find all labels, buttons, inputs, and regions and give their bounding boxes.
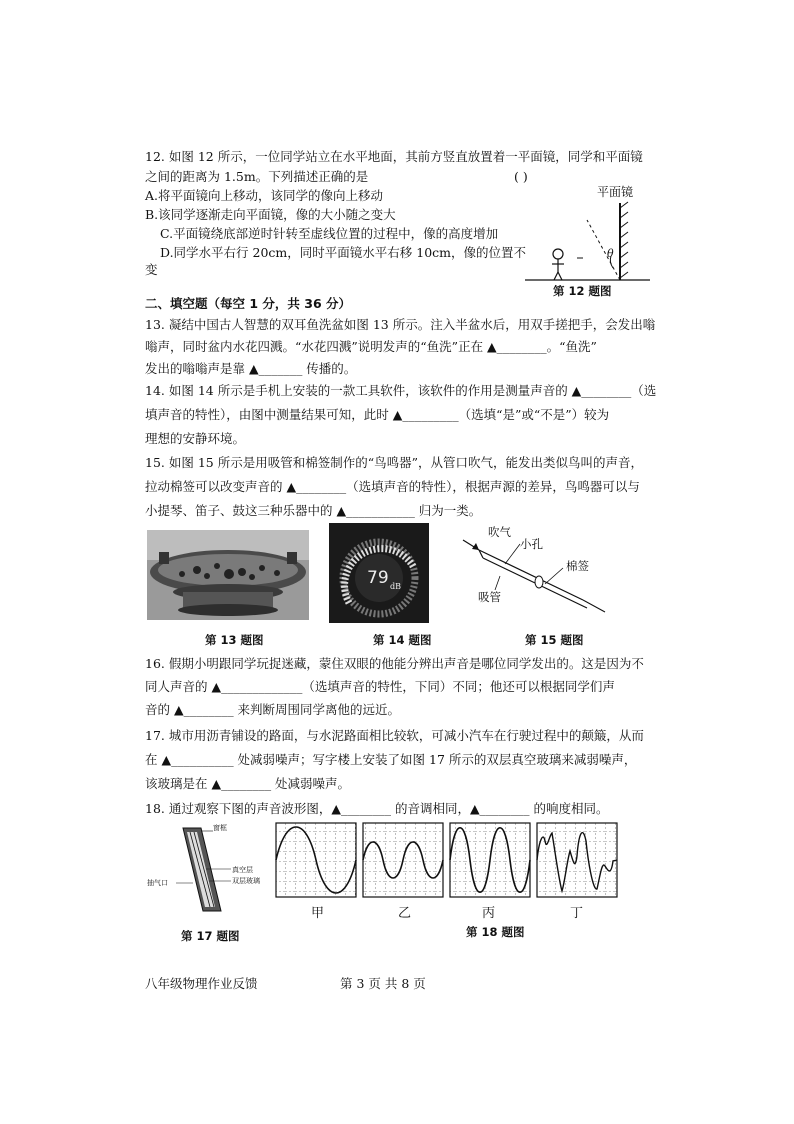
fig18-label-yi: 乙 [398, 906, 412, 921]
fig15-blow-label: 吹气 [488, 525, 511, 539]
q14-line2: 填声音的特性），由图中测量结果可知，此时 ▲_________（选填“是”或“不是”）较为 [145, 407, 610, 422]
fig14-reading: 79 [367, 568, 389, 588]
fig15-hole-label: 小孔 [520, 537, 543, 551]
fig17-label-vacuum: 真空层 [232, 866, 253, 874]
q13-line2: 嗡声，同时盆内水花四溅。“水花四溅”说明发声的“鱼洗”正在 ▲________。“鱼洗” [145, 339, 597, 354]
fig17-label-glass: 双层玻璃 [232, 877, 260, 885]
fig13-caption: 第 13 题图 [205, 633, 264, 647]
q15-line2: 拉动棉签可以改变声音的 ▲________（选填声音的特性），根据声源的差异，鸟鸣器可以与 [145, 479, 640, 494]
q12-option-c: C.平面镜绕底部逆时针转至虚线位置的过程中，像的高度增加 [160, 226, 499, 241]
fig15-caption: 第 15 题图 [525, 633, 584, 647]
q12-option-b: B.该同学逐渐走向平面镜，像的大小随之变大 [145, 207, 396, 222]
fig14-caption: 第 14 题图 [373, 633, 432, 647]
footer-page-number: 第 3 页 共 8 页 [340, 976, 426, 991]
fig12-theta-label: θ [607, 247, 614, 260]
q16-line2: 同人声音的 ▲_____________（选填声音的特性，下同）不同；他还可以根据同学们声 [145, 679, 615, 694]
fig17-label-frame: 窗框 [213, 824, 227, 832]
fig12-mirror-label: 平面镜 [597, 185, 634, 199]
q13-line1: 13. 凝结中国古人智慧的双耳鱼洗盆如图 13 所示。注入半盆水后，用双手搓把手，会发出嗡 [145, 317, 656, 332]
fig15-straw-label: 吸管 [478, 590, 501, 604]
fig12-caption: 第 12 题图 [553, 284, 612, 298]
q12-line1: 12. 如图 12 所示，一位同学站立在水平地面，其前方竖直放置着一平面镜，同学和平面镜 [145, 149, 643, 164]
fig18-waveforms [275, 821, 620, 901]
fig18-label-bing: 丙 [482, 906, 496, 921]
fig18-label-jia: 甲 [311, 906, 325, 921]
wave-bing-panel [450, 823, 530, 897]
fig15-swab-label: 棉签 [566, 559, 589, 573]
wave-yi-panel [363, 823, 443, 897]
q13-line3: 发出的嗡嗡声是靠 ▲_______ 传播的。 [145, 361, 357, 376]
q15-line1: 15. 如图 15 所示是用吸管和棉签制作的“鸟鸣器”，从管口吹气，能发出类似鸟叫的声音， [145, 455, 643, 470]
fig17-label-vent: 抽气口 [147, 879, 168, 887]
fig12-mirror-diagram [525, 198, 655, 288]
q16-line3: 音的 ▲________ 来判断周围同学离他的远近。 [145, 702, 401, 717]
q12-option-d: D.同学水平右行 20cm，同时平面镜水平右移 10cm，像的位置不 [160, 245, 527, 260]
q17-line2: 在 ▲__________ 处减弱噪声；写字楼上安装了如图 17 所示的双层真空玻璃来减弱噪声， [145, 752, 637, 767]
q12-line2: 之间的距离为 1.5m。下列描述正确的是 [145, 169, 369, 184]
q12-option-d-cont: 变 [145, 262, 158, 277]
wave-ding-panel [537, 823, 617, 897]
fig18-label-ding: 丁 [570, 906, 584, 921]
wave-jia-panel [276, 823, 356, 897]
footer-subject: 八年级物理作业反馈 [145, 976, 258, 991]
q18-line1: 18. 通过观察下图的声音波形图，▲________ 的音调相同，▲________ 的响度相同。 [145, 801, 609, 816]
fig13-basin-photo [147, 530, 309, 620]
q14-line3: 理想的安静环境。 [145, 431, 246, 446]
q16-line1: 16. 假期小明跟同学玩捉迷藏，蒙住双眼的他能分辨出声音是哪位同学发出的。这是因为不 [145, 656, 644, 671]
q15-line3: 小提琴、笛子、鼓这三种乐器中的 ▲___________ 归为一类。 [145, 503, 482, 518]
q12-option-a: A.将平面镜向上移动，该同学的像向上移动 [145, 188, 384, 203]
fig14-unit: dB [390, 582, 401, 591]
section-title: 二、填空题（每空 1 分，共 36 分） [145, 296, 352, 311]
fig17-caption: 第 17 题图 [181, 929, 240, 943]
q12-answer-paren: ( ) [514, 169, 528, 184]
fig18-caption: 第 18 题图 [466, 925, 525, 939]
q17-line1: 17. 城市用沥青铺设的路面，与水泥路面相比较软，可减小汽车在行驶过程中的颠簸，从而 [145, 728, 644, 743]
q17-line3: 该玻璃是在 ▲________ 处减弱噪声。 [145, 776, 351, 791]
q14-line1: 14. 如图 14 所示是手机上安装的一款工具软件，该软件的作用是测量声音的 ▲________（选 [145, 383, 657, 398]
